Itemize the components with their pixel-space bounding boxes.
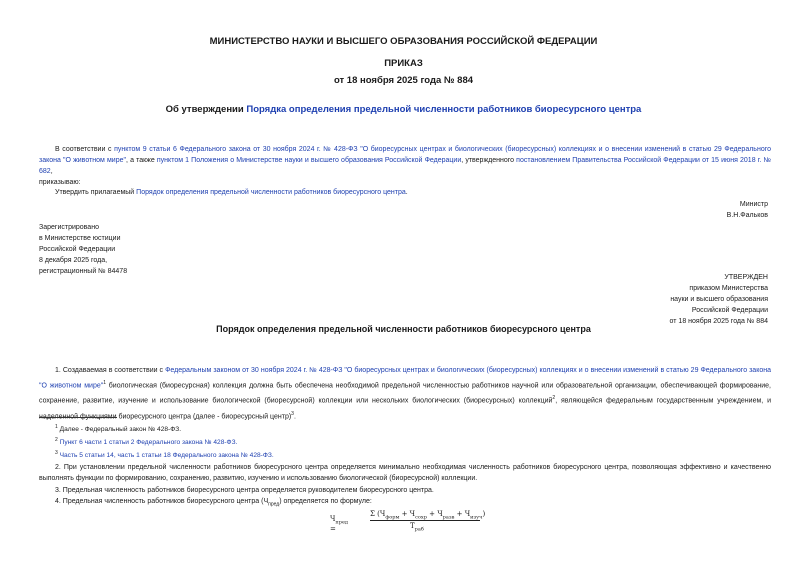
approve-text: Утвердить прилагаемый xyxy=(55,189,137,196)
signature-name: В.Н.Фальков xyxy=(726,212,768,219)
paragraph-text: . xyxy=(293,412,296,420)
footnote-1 xyxy=(55,424,181,433)
approved-block xyxy=(670,272,768,327)
registration-line: 8 декабря 2025 года, xyxy=(39,257,108,264)
approve-end: . xyxy=(405,189,408,196)
procedure-paragraph-3: 3. Предельная численность работников биоресурсного центра определяется руководителем биоресурсного центра. xyxy=(55,487,434,494)
subject-prefix: Об утверждении xyxy=(165,104,247,115)
formula-subscript: сохр xyxy=(415,514,427,521)
approve-line xyxy=(55,187,408,198)
formula-numerator xyxy=(370,510,485,520)
formula-symbol: Ч xyxy=(330,515,336,523)
signature-block xyxy=(727,199,768,221)
order-subject xyxy=(0,104,807,115)
formula-lhs xyxy=(330,515,348,533)
footnote-3 xyxy=(55,450,274,459)
footnote-ref[interactable]: 1 xyxy=(103,380,107,386)
footnote-ref[interactable]: 3 xyxy=(291,410,294,417)
footnote-text: Далее - Федеральный закон № 428-ФЗ. xyxy=(57,426,182,434)
ministry-heading: МИНИСТЕРСТВО НАУКИ И ВЫСШЕГО ОБРАЗОВАНИЯ РОССИЙСКОЙ ФЕДЕРАЦИИ xyxy=(209,36,598,47)
formula-subscript: разв xyxy=(442,514,455,521)
formula-text: + Ч xyxy=(399,510,416,518)
approved-line: науки и высшего образования xyxy=(670,296,768,303)
footnote-link[interactable]: Часть 5 статьи 14, часть 1 статьи 18 Федерального закона № 428-ФЗ. xyxy=(57,452,274,460)
procedure-title: Порядок определения предельной численности работников биоресурсного центра xyxy=(216,324,591,334)
procedure-paragraph-2: 2. При установлении предельной численности работников биоресурсного центра определяется минимально необходимая численность работников биоресурсного центра, позволяющая эффективно и качественно выполнять функции по формированию, сохранению, развитию, изучению и использованию биологической (биоресурсной) коллекции. xyxy=(39,464,771,482)
document-type: ПРИКАЗ xyxy=(384,58,423,69)
footnote-2 xyxy=(55,437,237,446)
formula-equals: = xyxy=(330,525,336,534)
formula-denominator xyxy=(410,522,424,532)
preamble-text: , xyxy=(50,168,53,175)
formula-text: ) xyxy=(482,510,486,518)
preamble-text: , а также xyxy=(125,157,157,164)
registration-block xyxy=(39,222,127,277)
paragraph-text: , являющейся федеральным государственным учреждением, и наделенной функциями биоресурсного центра (далее - биоресурсный центр) xyxy=(39,397,771,420)
footnote-divider xyxy=(39,417,117,418)
formula-subscript: пред xyxy=(268,501,280,508)
signature-position: Министр xyxy=(739,201,768,208)
orders-word: приказываю: xyxy=(39,179,81,186)
preamble-text: , утвержденного xyxy=(461,157,517,164)
regulation-link[interactable]: пунктом 1 Положения о Министерстве науки и высшего образования Российской Федерации xyxy=(156,157,462,164)
footnote-link[interactable]: Пункт 6 части 1 статьи 2 Федерального закона № 428-ФЗ. xyxy=(57,439,238,447)
decree-link[interactable]: постановлением Правительства Российской Федерации от 15 июня 2018 г. № 682 xyxy=(39,157,772,175)
formula-symbol: T xyxy=(410,522,415,530)
formula-subscript: изуч xyxy=(470,514,483,521)
preamble-paragraph xyxy=(39,144,771,177)
formula-text: + Ч xyxy=(426,510,443,518)
formula-subscript: форм xyxy=(385,514,400,521)
footnote-ref[interactable]: 2 xyxy=(552,395,556,402)
footnote-mark: 1 xyxy=(55,424,58,430)
approved-line: приказом Министерства xyxy=(689,285,768,292)
procedure-paragraph-4 xyxy=(55,496,372,510)
formula-symbol: Ч xyxy=(263,498,269,505)
registration-line: Российской Федерации xyxy=(39,246,116,253)
formula-subscript: раб xyxy=(414,526,424,533)
formula-text: + Ч xyxy=(454,510,471,518)
registration-line: регистрационный № 84478 xyxy=(39,268,128,275)
procedure-paragraph-1 xyxy=(39,365,771,423)
law-link[interactable]: пунктом 9 статьи 6 Федерального закона от 30 ноября 2024 г. № 428-ФЗ "О биоресурсных центрах и биологических (биоресурсных) коллекциях и о внесении изменений в статью 29 Федерального закона "О животном мире" xyxy=(39,146,771,164)
procedure-link[interactable]: Порядок определения предельной численности работников биоресурсного центра xyxy=(136,189,406,196)
footnote-mark: 2 xyxy=(55,437,58,443)
paragraph-text: ) определяется по формуле: xyxy=(279,498,372,505)
paragraph-text: 1. Создаваемая в соответствии с xyxy=(55,367,166,374)
formula-text: Σ (Ч xyxy=(370,510,386,518)
registration-line: Зарегистрировано xyxy=(39,224,99,231)
footnote-mark: 3 xyxy=(55,450,58,456)
order-date-number: от 18 ноября 2025 года № 884 xyxy=(333,75,474,86)
preamble-text: В соответствии с xyxy=(55,146,115,153)
federal-law-link[interactable]: Федеральным законом от 30 ноября 2024 г. № 428-ФЗ "О биоресурсных центрах и биологических (биоресурсных) коллекциях и о внесении изменений в статью 29 Федерального закона "О животном мире" xyxy=(39,367,771,390)
subject-link[interactable]: Порядка определения предельной численности работников биоресурсного центра xyxy=(246,104,642,115)
approved-line: УТВЕРЖДЕН xyxy=(724,274,768,281)
paragraph-text: биологическая (биоресурсная) коллекция должна быть обеспечена необходимой предельной численностью работников научной или образовательной организации, обеспечивающей формирование, сохранение, развитие, изучение и использование биологической (биоресурсной) коллекции или нескольких биологических (биоресурсных) коллекций xyxy=(39,382,771,405)
approved-line: от 18 ноября 2025 года № 884 xyxy=(669,318,768,325)
registration-line: в Министерстве юстиции xyxy=(39,235,121,242)
approved-line: Российской Федерации xyxy=(691,307,768,314)
fraction-bar xyxy=(370,520,480,521)
formula-subscript: пред xyxy=(335,519,348,526)
paragraph-text: 4. Предельная численность работников биоресурсного центра ( xyxy=(55,498,264,505)
